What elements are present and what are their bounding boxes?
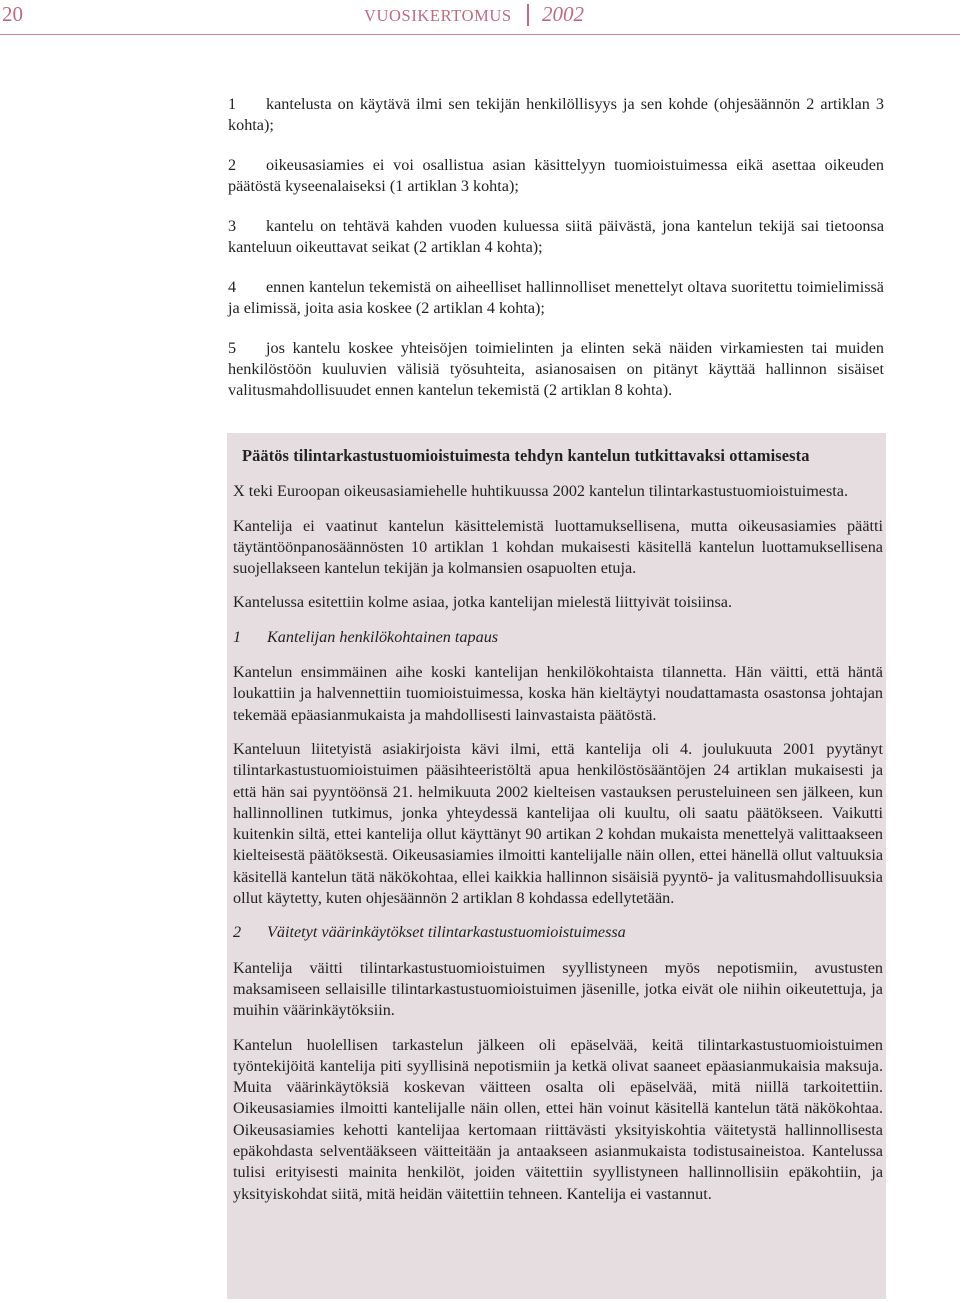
- header-rule: [0, 34, 960, 35]
- section-number: 1: [233, 627, 242, 646]
- running-year: 2002: [542, 2, 584, 26]
- case-title: Päätös tilintarkastustuomioistuimesta tehdyn kantelun tutkittavaksi ottamisesta: [242, 446, 810, 465]
- running-title: VUOSIKERTOMUS: [364, 6, 512, 25]
- section-paragraph: Kantelija väitti tilintarkastustuomioistuimen syyllistyneen myös nepotismiin, avustusten maksamiseen sellaisille tilintarkastustuomioistuimen jäsenille, jotka eivät ole niihin oikeutettuja, ja muihin väärinkäytöksiin.: [233, 958, 883, 1020]
- intro-paragraph: Kantelija ei vaatinut kantelun käsittelemistä luottamuksellisena, mutta oikeusasiamies päätti täytäntöönpanosäännösten 10 artiklan 1 kohdan mukaisesti käsitellä kantelun luottamuksellisena suojellakseen kantelun tekijän ja kolmansien osapuolten etuja.: [233, 516, 883, 578]
- section-paragraph: Kantelun huolellisen tarkastelun jälkeen oli epäselvää, keitä tilintarkastustuomioistuimen työntekijöitä kantelija piti syyllisinä nepotismiin ja ketkä olivat saaneet epäasianmukaisia maksuja. Muita väärinkäytöksiä koskevan väitteen osalta oli epäselvää, mitä niillä tarkoitettiin. Oikeusasiamies ilmoitti kantelijalle näin ollen, ettei hän voinut käsitellä kantelun tätä näkökohtaa. Oikeusasiamies kehotti kantelijaa kertomaan riittävästi yksityiskohtia väitetystä hallinnollisesta epäkohdasta selventääkseen väitteitään ja antaakseen asianmukaista todistusaineistoa. Kantelussa tulisi erityisesti mainita henkilöt, joiden väitettiin syyllistyneen hallinnollisiin epäkohtiin, ja yksityiskohdat siitä, mitä heidän väitettiin tehneen. Kantelija ei vastannut.: [233, 1035, 883, 1203]
- title-separator: [527, 4, 529, 26]
- list-item: [228, 338, 884, 401]
- criteria-list: [228, 94, 884, 420]
- list-item-text: ennen kantelun tekemistä on aiheelliset hallinnolliset menettelyt oltava suoritettu toimielimissä ja elimissä, joita asia koskee (2 artiklan 4 kohta);: [228, 278, 884, 317]
- case-box-content: [233, 445, 883, 1218]
- intro-paragraph: X teki Euroopan oikeusasiamiehelle huhtikuussa 2002 kantelun tilintarkastustuomioistuimesta.: [233, 482, 849, 501]
- list-item-text: kantelusta on käytävä ilmi sen tekijän henkilöllisyys ja sen kohde (ohjesäännön 2 artiklan 3 kohta);: [228, 95, 884, 134]
- list-item: [228, 94, 884, 136]
- section-paragraph: Kantelun ensimmäinen aihe koski kantelijan henkilökohtaista tilannetta. Hän väitti, että häntä loukattiin ja halvennettiin tuomioistuimessa, koska hän kieltäytyi noudattamasta osastonsa johtajan tekemää epäasianmukaista ja mahdollisesti lainvastaista päätöstä.: [233, 663, 883, 724]
- list-item-number: 2: [228, 156, 237, 174]
- section-heading-text: Kantelijan henkilökohtainen tapaus: [267, 627, 499, 646]
- list-item: [228, 216, 884, 258]
- list-item: [228, 277, 884, 319]
- section-heading-text: Väitetyt väärinkäytökset tilintarkastustuomioistuimessa: [267, 923, 626, 942]
- section-heading: [233, 922, 883, 943]
- list-item-number: 4: [228, 278, 237, 296]
- section-heading: [233, 627, 883, 648]
- list-item-text: jos kantelu koskee yhteisöjen toimielinten ja elinten sekä näiden virkamiesten tai muiden henkilöstöön kuuluvien välisiä työsuhteita, asianosaisen on pitänyt käyttää hallinnon sisäiset valitusmahdollisuudet ennen kantelun tekemistä (2 artiklan 8 kohta).: [228, 339, 884, 399]
- list-item: [228, 155, 884, 197]
- list-item-number: 3: [228, 217, 237, 235]
- page-number: 20: [2, 2, 23, 26]
- list-item-text: kantelu on tehtävä kahden vuoden kuluessa siitä päivästä, jona kantelun tekijä sai tietoonsa kanteluun oikeuttavat seikat (2 artiklan 4 kohta);: [228, 217, 884, 256]
- list-item-number: 1: [228, 95, 237, 113]
- list-item-text: oikeusasiamies ei voi osallistua asian käsittelyyn tuomioistuimessa eikä asettaa oikeuden päätöstä kyseenalaiseksi (1 artiklan 3 kohta);: [228, 156, 884, 195]
- case-box: [227, 433, 886, 1299]
- page-header: [0, 0, 960, 34]
- intro-paragraph: Kantelussa esitettiin kolme asiaa, jotka kantelijan mielestä liittyivät toisiinsa.: [233, 593, 732, 612]
- section-number: 2: [233, 923, 242, 942]
- list-item-number: 5: [228, 339, 237, 357]
- section-paragraph: Kanteluun liitetyistä asiakirjoista kävi ilmi, että kantelija oli 4. joulukuuta 2001 pyytänyt tilintarkastustuomioistuimen pääsihteeristöltä apua henkilöstösääntöjen 24 artiklan mukaisesti ja että hän sai pyyntöönsä 21. helmikuuta 2002 kielteisen vastauksen perusteluineen sen jälkeen, kun hallinnollinen tutkimus, jonka yhteydessä kantelijaa oli kuultu, oli saatu päätökseen. Vaikutti kuitenkin siltä, ettei kantelija ollut käyttänyt 90 artikan 2 kohdan mukaista menettelyä valittaakseen kielteisestä päätöksestä. Oikeusasiamies ilmoitti kantelijalle näin ollen, ettei hänellä ollut valtuuksia käsitellä kantelun tätä näkökohtaa, ellei kaikkia hallinnon sisäisiä pyyntö- ja valitusmahdollisuuksia ollut käytetty, kuten ohjesäännön 2 artiklan 8 kohdassa edellytetään.: [233, 739, 883, 908]
